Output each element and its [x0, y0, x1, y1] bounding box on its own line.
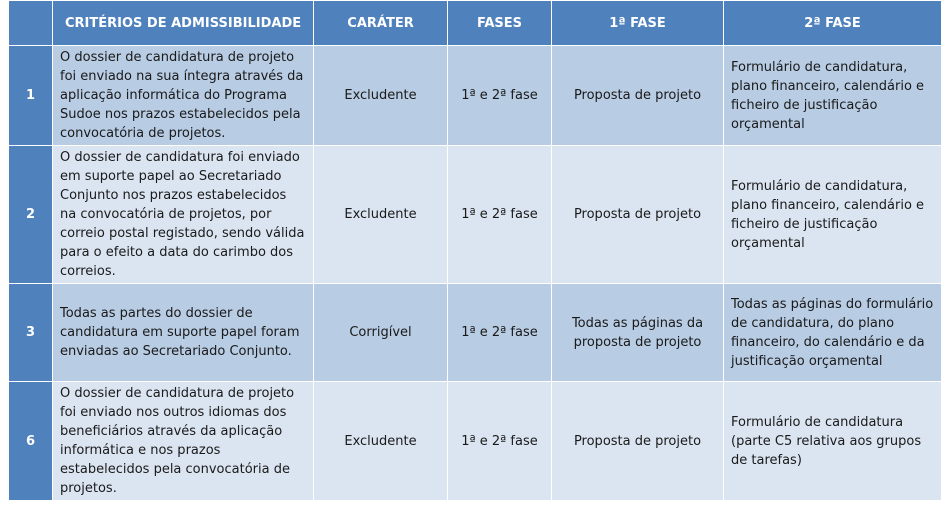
phase-2-value: Todas as páginas do formulário de candidatura, do plano financeiro, do calendário e da justificação orçamental	[724, 284, 942, 382]
phase-1-value: Proposta de projeto	[552, 146, 724, 284]
table-header-row	[9, 1, 942, 46]
table-row	[9, 284, 942, 382]
character-value: Excludente	[314, 146, 448, 284]
header-phase-1: 1ª FASE	[552, 1, 724, 46]
phases-value: 1ª e 2ª fase	[448, 284, 552, 382]
row-number: 6	[9, 382, 53, 501]
phase-2-value: Formulário de candidatura (parte C5 relativa aos grupos de tarefas)	[724, 382, 942, 501]
phases-value: 1ª e 2ª fase	[448, 146, 552, 284]
phase-1-value: Proposta de projeto	[552, 46, 724, 146]
admissibility-criteria-table	[8, 1, 942, 501]
table-row	[9, 146, 942, 284]
header-number	[9, 1, 53, 46]
header-character: CARÁTER	[314, 1, 448, 46]
character-value: Corrigível	[314, 284, 448, 382]
character-value: Excludente	[314, 46, 448, 146]
criterion-text: Todas as partes do dossier de candidatura em suporte papel foram enviadas ao Secretariado Conjunto.	[53, 284, 314, 382]
phase-2-value: Formulário de candidatura, plano financeiro, calendário e ficheiro de justificação orçamental	[724, 46, 942, 146]
criterion-text: O dossier de candidatura foi enviado em suporte papel ao Secretariado Conjunto nos prazos estabelecidos na convocatória de projetos, por correio postal registado, sendo válida para o efeito a data do carimbo dos correios.	[53, 146, 314, 284]
row-number: 3	[9, 284, 53, 382]
header-phases: FASES	[448, 1, 552, 46]
header-phase-2: 2ª FASE	[724, 1, 942, 46]
phase-1-value: Todas as páginas da proposta de projeto	[552, 284, 724, 382]
phases-value: 1ª e 2ª fase	[448, 382, 552, 501]
criterion-text: O dossier de candidatura de projeto foi enviado na sua íntegra através da aplicação informática do Programa Sudoe nos prazos estabelecidos pela convocatória de projetos.	[53, 46, 314, 146]
header-criteria: CRITÉRIOS DE ADMISSIBILIDADE	[53, 1, 314, 46]
row-number: 2	[9, 146, 53, 284]
criterion-text: O dossier de candidatura de projeto foi enviado nos outros idiomas dos beneficiários através da aplicação informática e nos prazos estabelecidos pela convocatória de projetos.	[53, 382, 314, 501]
phases-value: 1ª e 2ª fase	[448, 46, 552, 146]
table-row	[9, 46, 942, 146]
phase-1-value: Proposta de projeto	[552, 382, 724, 501]
character-value: Excludente	[314, 382, 448, 501]
table-row	[9, 382, 942, 501]
row-number: 1	[9, 46, 53, 146]
phase-2-value: Formulário de candidatura, plano financeiro, calendário e ficheiro de justificação orçamental	[724, 146, 942, 284]
